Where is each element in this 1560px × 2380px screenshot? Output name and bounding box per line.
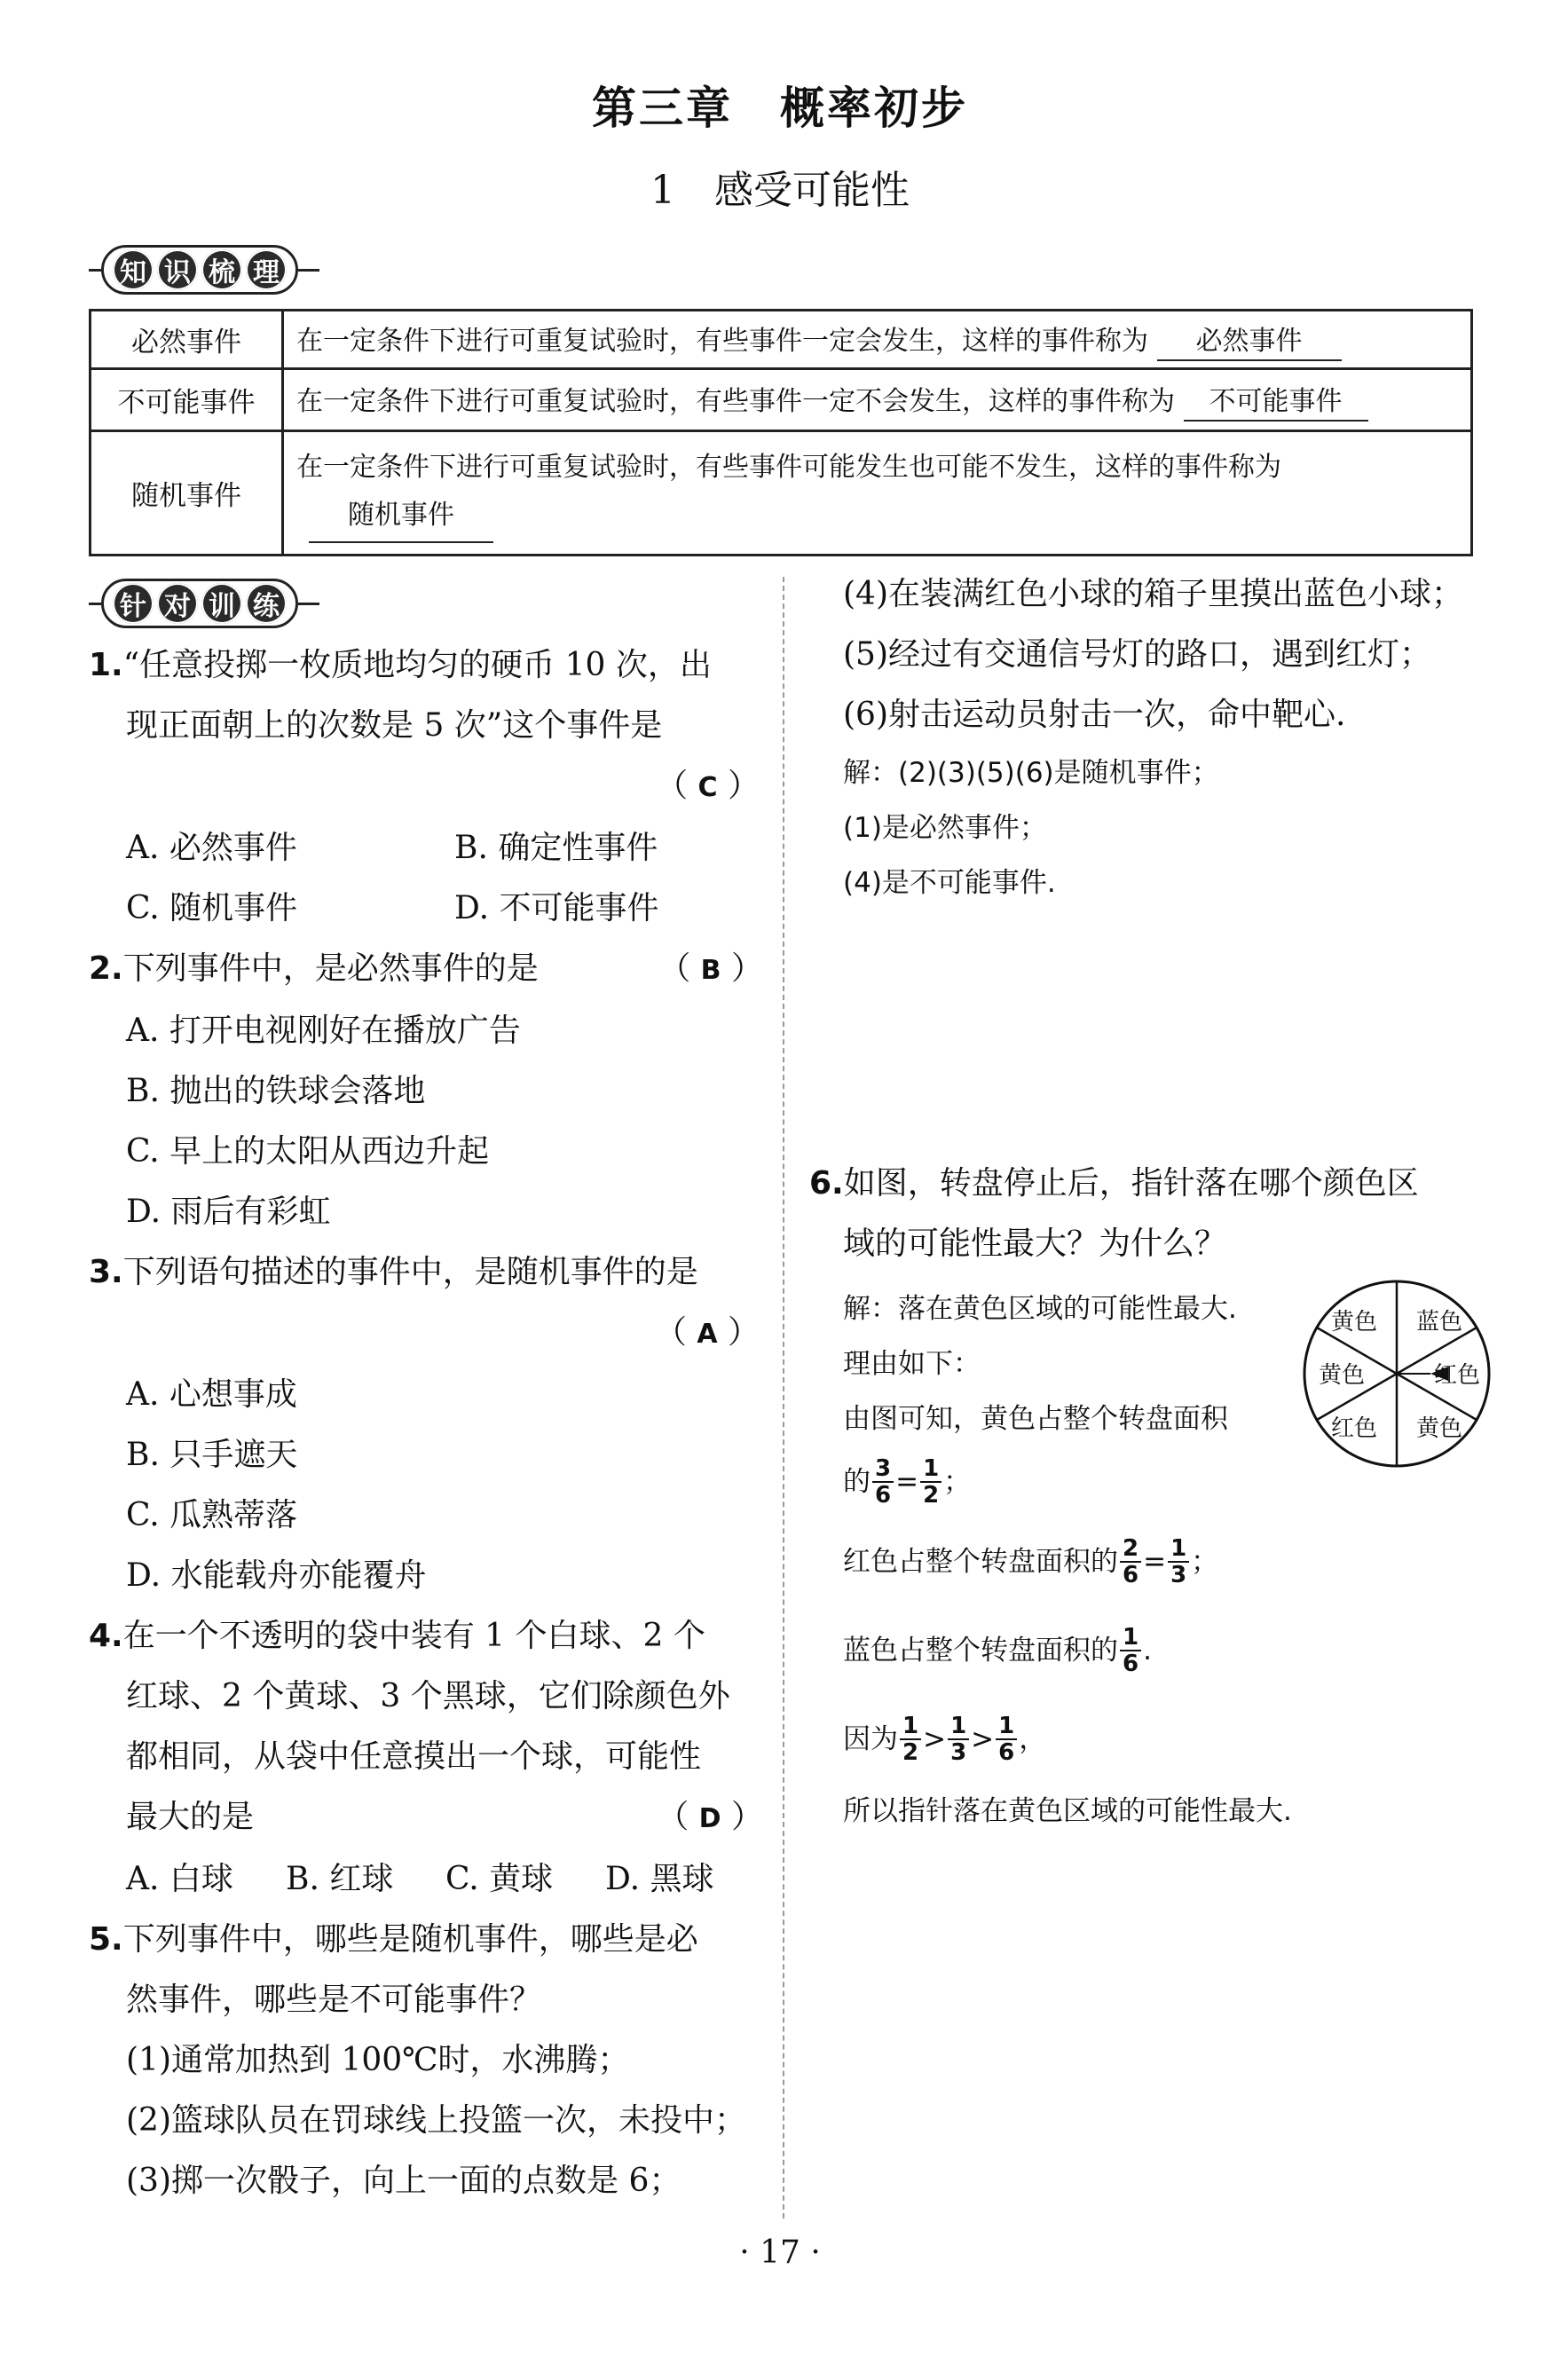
term-cell: 不可能事件 [91,369,283,431]
punctuation: ， [1019,1723,1047,1755]
page-number: · 17 · [739,2234,821,2271]
fraction [1168,1536,1189,1588]
choice-answer: D [698,1803,721,1834]
table-row [91,431,1472,556]
numerator: 1 [900,1714,921,1740]
question-number: 1. [89,647,123,683]
spinner-diagram [1297,1274,1496,1473]
badge-char: 对 [157,583,198,624]
greater-than-sign: > [923,1723,947,1755]
option: A. 必然事件 [126,830,297,866]
option: D. 黑球 [605,1861,714,1897]
question-text: 然事件，哪些是不可能事件？ [126,1982,542,2018]
q6-solution [843,1281,1340,1839]
knowledge-badge [89,243,319,296]
question-number: 6. [809,1165,844,1202]
fraction [1120,1625,1141,1676]
question-3 [89,1242,763,1606]
numerator: 1 [920,1456,942,1483]
answer-blank: 随机事件 [309,492,493,543]
table-row [91,311,1472,369]
question-text: 下列语句描述的事件中，是随机事件的是 [122,1254,698,1290]
right-column [809,564,1484,910]
solution-line [843,1695,1340,1784]
fraction [1120,1536,1141,1588]
solution-line: (1)是必然事件； [843,812,1047,844]
spinner-label: 黄色 [1415,1415,1463,1442]
question-text: “任意投掷一枚质地均匀的硬币 10 次，出 [122,647,712,683]
left-column [89,635,763,2211]
sub-item: (2)篮球队员在罚球线上投篮一次，未投中； [126,2102,746,2139]
denominator: 6 [998,1739,1015,1766]
badge-char: 梳 [201,249,242,290]
badge-char: 知 [113,249,154,290]
definition-cell [283,311,1472,369]
option: B. 抛出的铁球会落地 [126,1073,426,1109]
table-row [91,369,1472,431]
solution-line: 由图可知，黄色占整个转盘面积 [843,1403,1228,1435]
denominator: 3 [950,1739,967,1766]
spinner-label: 黄色 [1318,1362,1366,1389]
greater-than-sign: > [971,1723,995,1755]
numerator: 1 [1168,1536,1189,1563]
question-2 [89,939,763,1242]
solution-text: 因为 [843,1723,898,1755]
question-number: 5. [89,1921,123,1958]
badge-char: 理 [246,249,287,290]
numerator: 1 [1120,1625,1141,1651]
solution-line: 解：落在黄色区域的可能性最大. [843,1293,1237,1325]
badge-char: 练 [246,583,287,624]
question-text: 都相同，从袋中任意摸出一个球，可能性 [126,1738,702,1775]
fraction [872,1456,894,1508]
answer-blank: 必然事件 [1157,319,1342,361]
option: A. 白球 [126,1861,233,1897]
question-text: 域的可能性最大？为什么？ [843,1225,1227,1262]
question-number: 4. [89,1618,123,1654]
option: B. 红球 [286,1861,394,1897]
answer-bracket: （ B ） [658,950,763,987]
question-text: 现正面朝上的次数是 5 次”这个事件是 [126,707,663,744]
fraction [920,1456,942,1508]
solution-line: (4)是不可能事件. [843,867,1056,899]
denominator: 6 [1123,1651,1139,1677]
option: C. 随机事件 [126,890,298,926]
punctuation: ； [943,1466,972,1498]
fraction [900,1714,921,1765]
option: C. 黄球 [445,1861,554,1897]
solution-line: 理由如下： [843,1348,981,1380]
question-text: 红球、2 个黄球、3 个黑球，它们除颜色外 [126,1678,730,1714]
denominator: 6 [1123,1562,1139,1588]
solution-line [843,1517,1340,1606]
option: A. 打开电视刚好在播放广告 [126,1013,521,1049]
question-text: 如图，转盘停止后，指针落在哪个颜色区 [843,1165,1419,1202]
option: D. 雨后有彩虹 [126,1194,331,1230]
denominator: 2 [923,1482,940,1509]
options-row [89,818,763,879]
punctuation: . [1143,1635,1152,1667]
option: B. 只手遮天 [126,1437,298,1473]
option: D. 不可能事件 [454,890,659,926]
spinner-label: 蓝色 [1415,1309,1463,1336]
solution-line: 所以指针落在黄色区域的可能性最大. [843,1795,1292,1827]
question-text: 下列事件中，是必然事件的是 [122,950,539,987]
sub-item: (1)通常加热到 100℃时，水沸腾； [126,2042,630,2078]
badge-char: 识 [157,249,198,290]
equals-sign: = [1143,1546,1167,1578]
section-title: 1 感受可能性 [650,168,910,213]
numerator: 1 [948,1714,969,1740]
question-5 [89,1910,763,2211]
denominator: 2 [902,1739,919,1766]
option: A. 心想事成 [126,1376,297,1413]
fraction [948,1714,969,1765]
term-cell: 必然事件 [91,311,283,369]
question-text: 最大的是 [126,1799,255,1835]
denominator: 3 [1170,1562,1187,1588]
sub-item: (3)掷一次骰子，向上一面的点数是 6； [126,2163,682,2199]
punctuation: ； [1191,1546,1219,1578]
definition-text: 在一定条件下进行可重复试验时，有些事件可能发生也可能不发生，这样的事件称为 [296,451,1281,483]
spinner-label: 黄色 [1330,1309,1378,1336]
answer-bracket: （ C ） [656,768,760,804]
definition-text: 在一定条件下进行可重复试验时，有些事件一定不会发生，这样的事件称为 [296,385,1175,417]
solution-line: 解：(2)(3)(5)(6)是随机事件； [843,757,1219,789]
answer-bracket: （ A ） [654,1314,760,1351]
options-row [89,879,763,939]
choice-answer: C [697,772,718,803]
options-row [89,1849,763,1910]
chapter-title: 第三章 概率初步 [592,82,968,134]
question-number: 2. [89,950,123,987]
sub-item: (4)在装满红色小球的箱子里摸出蓝色小球； [843,576,1463,612]
definition-cell [283,369,1472,431]
option: C. 早上的太阳从西边升起 [126,1133,490,1170]
solution-line [843,1446,1340,1517]
fraction [996,1714,1017,1765]
solution-text: 红色占整个转盘面积的 [843,1546,1118,1578]
answer-bracket: （ D ） [657,1799,763,1835]
training-badge [89,577,319,630]
question-text: 在一个不透明的袋中装有 1 个白球、2 个 [122,1618,705,1654]
answer-blank: 不可能事件 [1184,379,1368,422]
knowledge-table [89,309,1473,556]
choice-answer: B [700,955,721,986]
spinner-label: 红色 [1433,1362,1481,1389]
definition-text: 在一定条件下进行可重复试验时，有些事件一定会发生，这样的事件称为 [296,325,1148,357]
numerator: 3 [872,1456,894,1483]
column-divider [783,577,784,2218]
option: C. 瓜熟蒂落 [126,1497,298,1533]
question-1 [89,635,763,939]
sub-item: (5)经过有交通信号灯的路口，遇到红灯； [843,636,1431,673]
denominator: 6 [875,1482,892,1509]
question-6 [809,1154,1484,1274]
badge-char: 训 [201,583,242,624]
solution-text: 蓝色占整个转盘面积的 [843,1635,1118,1667]
choice-answer: A [697,1319,718,1350]
option: D. 水能载舟亦能覆舟 [126,1557,427,1594]
option: B. 确定性事件 [454,830,658,866]
term-cell: 随机事件 [91,431,283,556]
equals-sign: = [895,1466,919,1498]
question-number: 3. [89,1254,123,1290]
numerator: 2 [1120,1536,1141,1563]
definition-cell [283,431,1472,556]
badge-char: 针 [113,583,154,624]
numerator: 1 [996,1714,1017,1740]
question-text: 下列事件中，哪些是随机事件，哪些是必 [122,1921,698,1958]
solution-line [843,1606,1340,1695]
spinner-label: 红色 [1330,1415,1378,1442]
question-4 [89,1606,763,1910]
solution-text: 的 [843,1466,871,1498]
sub-item: (6)射击运动员射击一次，命中靶心. [843,697,1346,733]
